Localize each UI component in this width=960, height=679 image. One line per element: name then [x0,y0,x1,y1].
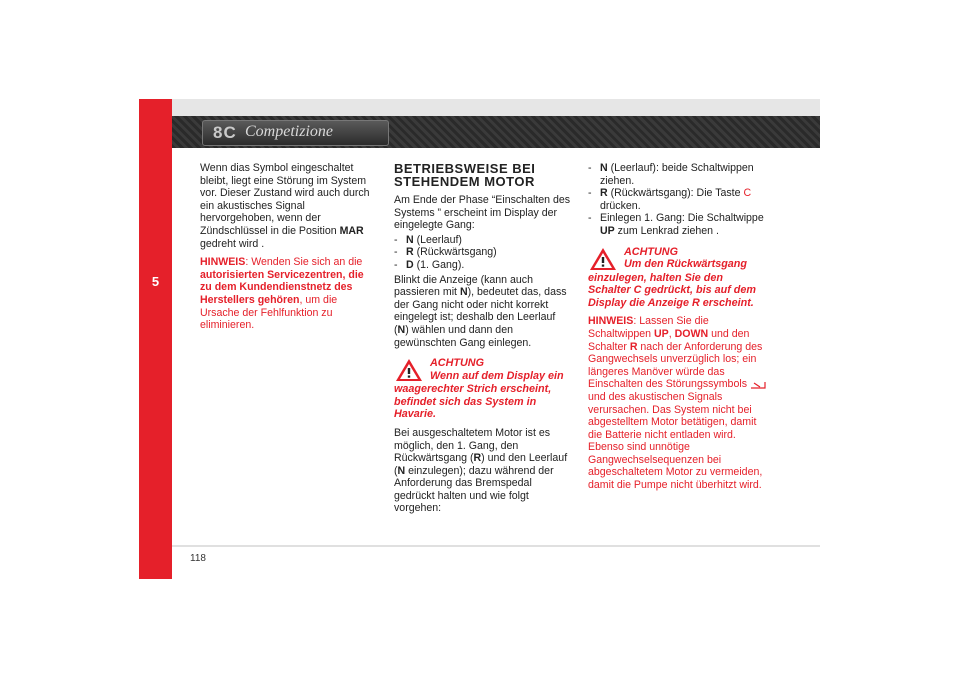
gear-list [394,234,572,272]
warning-title: ACHTUNG [624,245,678,258]
list-item: - Einlegen 1. Gang: Die Schaltwippe UP zum Lenkrad ziehen . [588,212,764,237]
list-item: - R (Rückwärtsgang) [394,246,497,259]
gear-fault-symbol-icon [750,381,766,389]
list-item: - D (1. Gang). [394,258,465,271]
logo [202,120,389,146]
section-heading: BETRIEBSWEISE BEI STEHENDEM MOTOR [394,161,536,189]
paragraph-intro: Am Ende der Phase “Einschalten des Systems ” erscheint im Display der eingelegte Gang: [394,194,571,232]
chapter-sidebar [139,99,172,579]
warning-box [394,357,572,421]
warning-text: waagerechter Strich erscheint, befindet sich das System in Havarie. [394,383,552,421]
warning-icon [588,246,618,272]
list-item: - R (Rückwärtsgang): Die Taste C drücken. [588,187,752,212]
footer-rule [172,545,820,547]
page-number: 118 [190,553,206,564]
list-item: - N (Leerlauf): beide Schaltwippen ziehen. [588,162,754,187]
warning-line: Wenn auf dem Display ein [430,369,564,382]
paragraph-engine-off: Bei ausgeschaltetem Motor ist es möglich, den 1. Gang, den Rückwärtsgang (R) und den Leerlauf (N einzulegen); dazu während der Anforderung das Bremspedal gedrückt halten und wie folgt vorgehen: [394,426,568,515]
top-band [172,99,820,116]
logo-model: 8C [213,123,237,142]
chapter-number: 5 [151,274,160,289]
procedure-list [588,162,766,238]
warning-box [588,246,766,310]
hinweis-note: HINWEIS: Lassen Sie die Schaltwippen UP, DOWN und den Schalter R nach der Anforderung des Gangwechsels unverzüglich los; ein längeres Manöver würde das Einschalten des Störungssymbols und des akustischen Signals verursachen. Das System nicht bei abgestelltem Motor betätigen, damit die Batterie nicht entladen wird. Ebenso sind unnötige Gangwechselsequenzen bei abgeschaltetem Motor zu vermeiden, damit die Pumpe nicht überhitzt wird. [588,315,766,491]
warning-text: einzulegen, halten Sie den Schalter C gedrückt, bis auf dem Display die Anzeige R erscheint. [588,271,756,309]
paragraph-symbol: Wenn dias Symbol eingeschaltet bleibt, liegt eine Störung im System vor. Dieser Zustand wird auch durch ein akustisches Signal hervorgehoben, wenn der Zündschlüssel in die Position MAR gedreht wird . [200,162,370,250]
warning-title: ACHTUNG [430,357,484,370]
logo-name: Competizione [245,123,333,140]
paragraph-blink: Blinkt die Anzeige (kann auch passieren mit N), bedeutet das, dass der Gang nicht oder nicht korrekt eingelegt ist; deshalb den Leerlauf (N) wählen und dann den gewünschten Gang einlegen. [394,273,567,349]
warning-icon [394,357,424,383]
warning-line: Um den Rückwärtsgang [624,258,747,271]
column-right [588,162,766,498]
list-item: - N (Leerlauf) [394,233,462,246]
header-banner [172,116,820,148]
column-middle [394,162,572,521]
column-left [200,162,378,338]
hinweis-note: HINWEIS: Wenden Sie sich an die autorisierten Servicezentren, die zu dem Kundendienstnetz des Herstellers gehören, um die Ursache der Fehlfunktion zu eliminieren. [200,256,364,332]
